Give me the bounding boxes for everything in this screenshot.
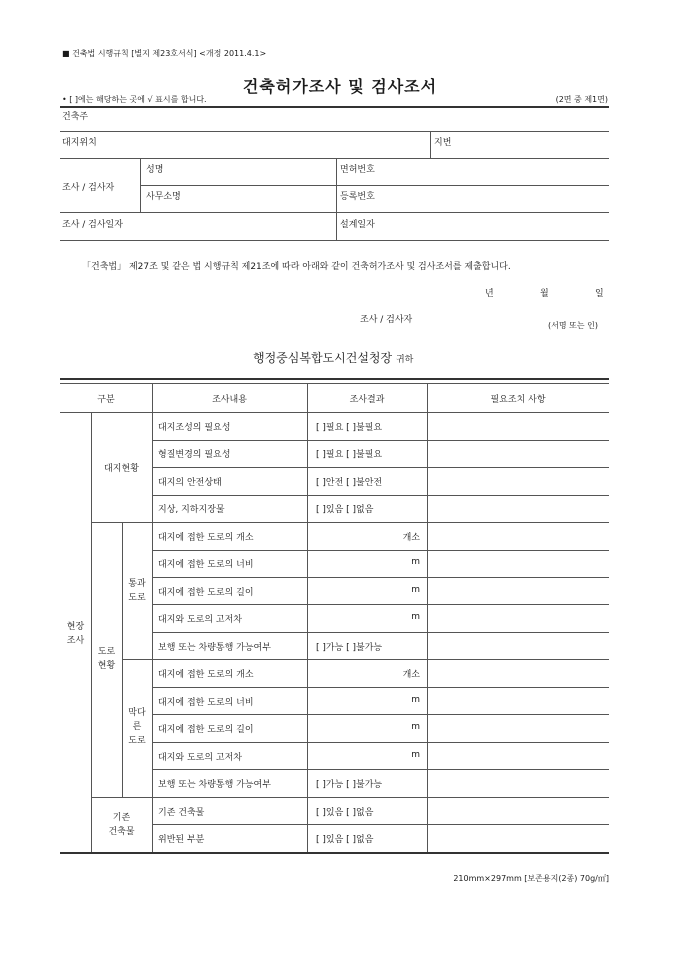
row-divider	[152, 769, 609, 770]
survey-item: 기존 건축물	[158, 808, 205, 818]
date-day: 일	[595, 289, 604, 299]
survey-result: [ ]있음 [ ]없음	[316, 835, 374, 845]
addressee	[253, 349, 413, 366]
row-divider	[140, 185, 609, 186]
existing-building-label: 기존 건축물	[108, 813, 135, 837]
office-name-label: 사무소명	[146, 192, 181, 202]
row-divider	[152, 440, 609, 441]
survey-item: 대지와 도로의 고저차	[158, 753, 242, 763]
sign-note: (서명 또는 인)	[548, 321, 598, 330]
survey-item: 위반된 부분	[158, 835, 205, 845]
checkbox-note: • [ ]에는 해당하는 곳에 √ 표시를 합니다.	[62, 95, 207, 104]
site-location-label: 대지위치	[62, 138, 97, 148]
field-survey-label: 현장 조사	[66, 622, 85, 646]
survey-result: m	[411, 585, 420, 595]
survey-item: 보행 또는 차량통행 가능여부	[158, 643, 271, 653]
row-divider	[152, 467, 609, 468]
dead-end-road-label: 막다 른 도로	[128, 708, 146, 746]
paper-spec: 210mm×297mm [보존용지(2종) 70g/㎡]	[453, 874, 609, 883]
survey-result: m	[411, 557, 420, 567]
top-table-border	[60, 106, 609, 108]
header-category: 구분	[97, 395, 115, 405]
col-divider	[152, 383, 153, 852]
survey-item: 형질변경의 필요성	[158, 450, 231, 460]
row-divider	[91, 522, 609, 523]
row-divider	[152, 577, 609, 578]
survey-result: m	[411, 722, 420, 732]
survey-item: 대지에 접한 도로의 개소	[158, 670, 254, 680]
survey-item: 대지의 안전상태	[158, 478, 222, 488]
through-road-label: 통과 도로	[128, 579, 146, 603]
road-status-label: 도로 현황	[97, 647, 116, 671]
survey-item: 대지에 접한 도로의 길이	[158, 725, 254, 735]
survey-result: m	[411, 612, 420, 622]
row-divider	[122, 659, 609, 660]
survey-item: 대지에 접한 도로의 길이	[158, 588, 254, 598]
survey-item: 보행 또는 차량통행 가능여부	[158, 780, 271, 790]
inspector-label: 조사 / 검사자	[62, 183, 115, 193]
row-divider	[152, 632, 609, 633]
survey-result: m	[411, 695, 420, 705]
lot-number-label: 지번	[434, 138, 452, 148]
page-info: (2면 중 제1면)	[555, 95, 608, 104]
owner-label: 건축주	[62, 112, 89, 122]
row-divider	[152, 824, 609, 825]
survey-result: 개소	[402, 670, 420, 680]
registration-number-label: 등록번호	[340, 192, 375, 202]
survey-item: 대지에 접한 도로의 개소	[158, 533, 254, 543]
survey-result: [ ]가능 [ ]불가능	[316, 643, 383, 653]
date-month: 월	[540, 289, 549, 299]
survey-result: m	[411, 750, 420, 760]
row-divider	[152, 687, 609, 688]
site-status-label: 대지현황	[104, 464, 139, 474]
col-divider	[140, 158, 141, 212]
row-divider	[60, 131, 609, 132]
header-survey-result: 조사결과	[349, 395, 385, 405]
header-required-action: 필요조치 사항	[490, 395, 546, 405]
date-year: 년	[485, 289, 494, 299]
license-number-label: 면허번호	[340, 165, 375, 175]
page-title: 건축허가조사 및 검사조서	[242, 77, 438, 96]
row-divider	[152, 742, 609, 743]
row-divider	[91, 797, 609, 798]
col-divider	[427, 383, 428, 852]
survey-result: [ ]있음 [ ]없음	[316, 505, 374, 515]
main-table-bottom-border	[60, 852, 609, 854]
addressee-suffix: 귀하	[395, 355, 414, 365]
main-table-top-border-inner	[60, 383, 609, 384]
form-reference: ■ 건축법 시행규칙 [별지 제23호서식] <개정 2011.4.1>	[62, 49, 267, 58]
survey-result: [ ]필요 [ ]불필요	[316, 450, 383, 460]
row-divider	[152, 714, 609, 715]
row-divider	[152, 495, 609, 496]
row-divider	[60, 158, 609, 159]
survey-result: 개소	[402, 533, 420, 543]
survey-result: [ ]있음 [ ]없음	[316, 808, 374, 818]
col-divider	[91, 412, 92, 852]
survey-item: 지상, 지하지장물	[158, 505, 225, 515]
row-divider	[152, 604, 609, 605]
survey-result: [ ]안전 [ ]불안전	[316, 478, 383, 488]
row-divider	[152, 550, 609, 551]
survey-item: 대지조성의 필요성	[158, 423, 231, 433]
header-survey-content: 조사내용	[212, 395, 247, 405]
design-date-label: 설계일자	[340, 220, 375, 230]
header-bottom-line	[60, 412, 609, 413]
survey-item: 대지와 도로의 고저차	[158, 615, 242, 625]
name-label: 성명	[146, 165, 164, 175]
inspection-date-label: 조사 / 검사일자	[62, 220, 123, 230]
survey-result: [ ]가능 [ ]불가능	[316, 780, 383, 790]
row-divider	[60, 212, 609, 213]
signer-label: 조사 / 검사자	[360, 315, 413, 325]
col-divider	[336, 158, 337, 240]
addressee-name: 행정중심복합도시건설청장	[253, 351, 393, 365]
survey-item: 대지에 접한 도로의 너비	[158, 560, 254, 570]
col-divider	[430, 131, 431, 158]
statement-text: 「건축법」 제27조 및 같은 법 시행규칙 제21조에 따라 아래와 같이 건축허가조사 및 검사조서를 제출합니다.	[82, 262, 511, 272]
main-table-top-border	[60, 378, 609, 380]
survey-result: [ ]필요 [ ]불필요	[316, 423, 383, 433]
row-divider	[60, 240, 609, 241]
survey-item: 대지에 접한 도로의 너비	[158, 698, 254, 708]
